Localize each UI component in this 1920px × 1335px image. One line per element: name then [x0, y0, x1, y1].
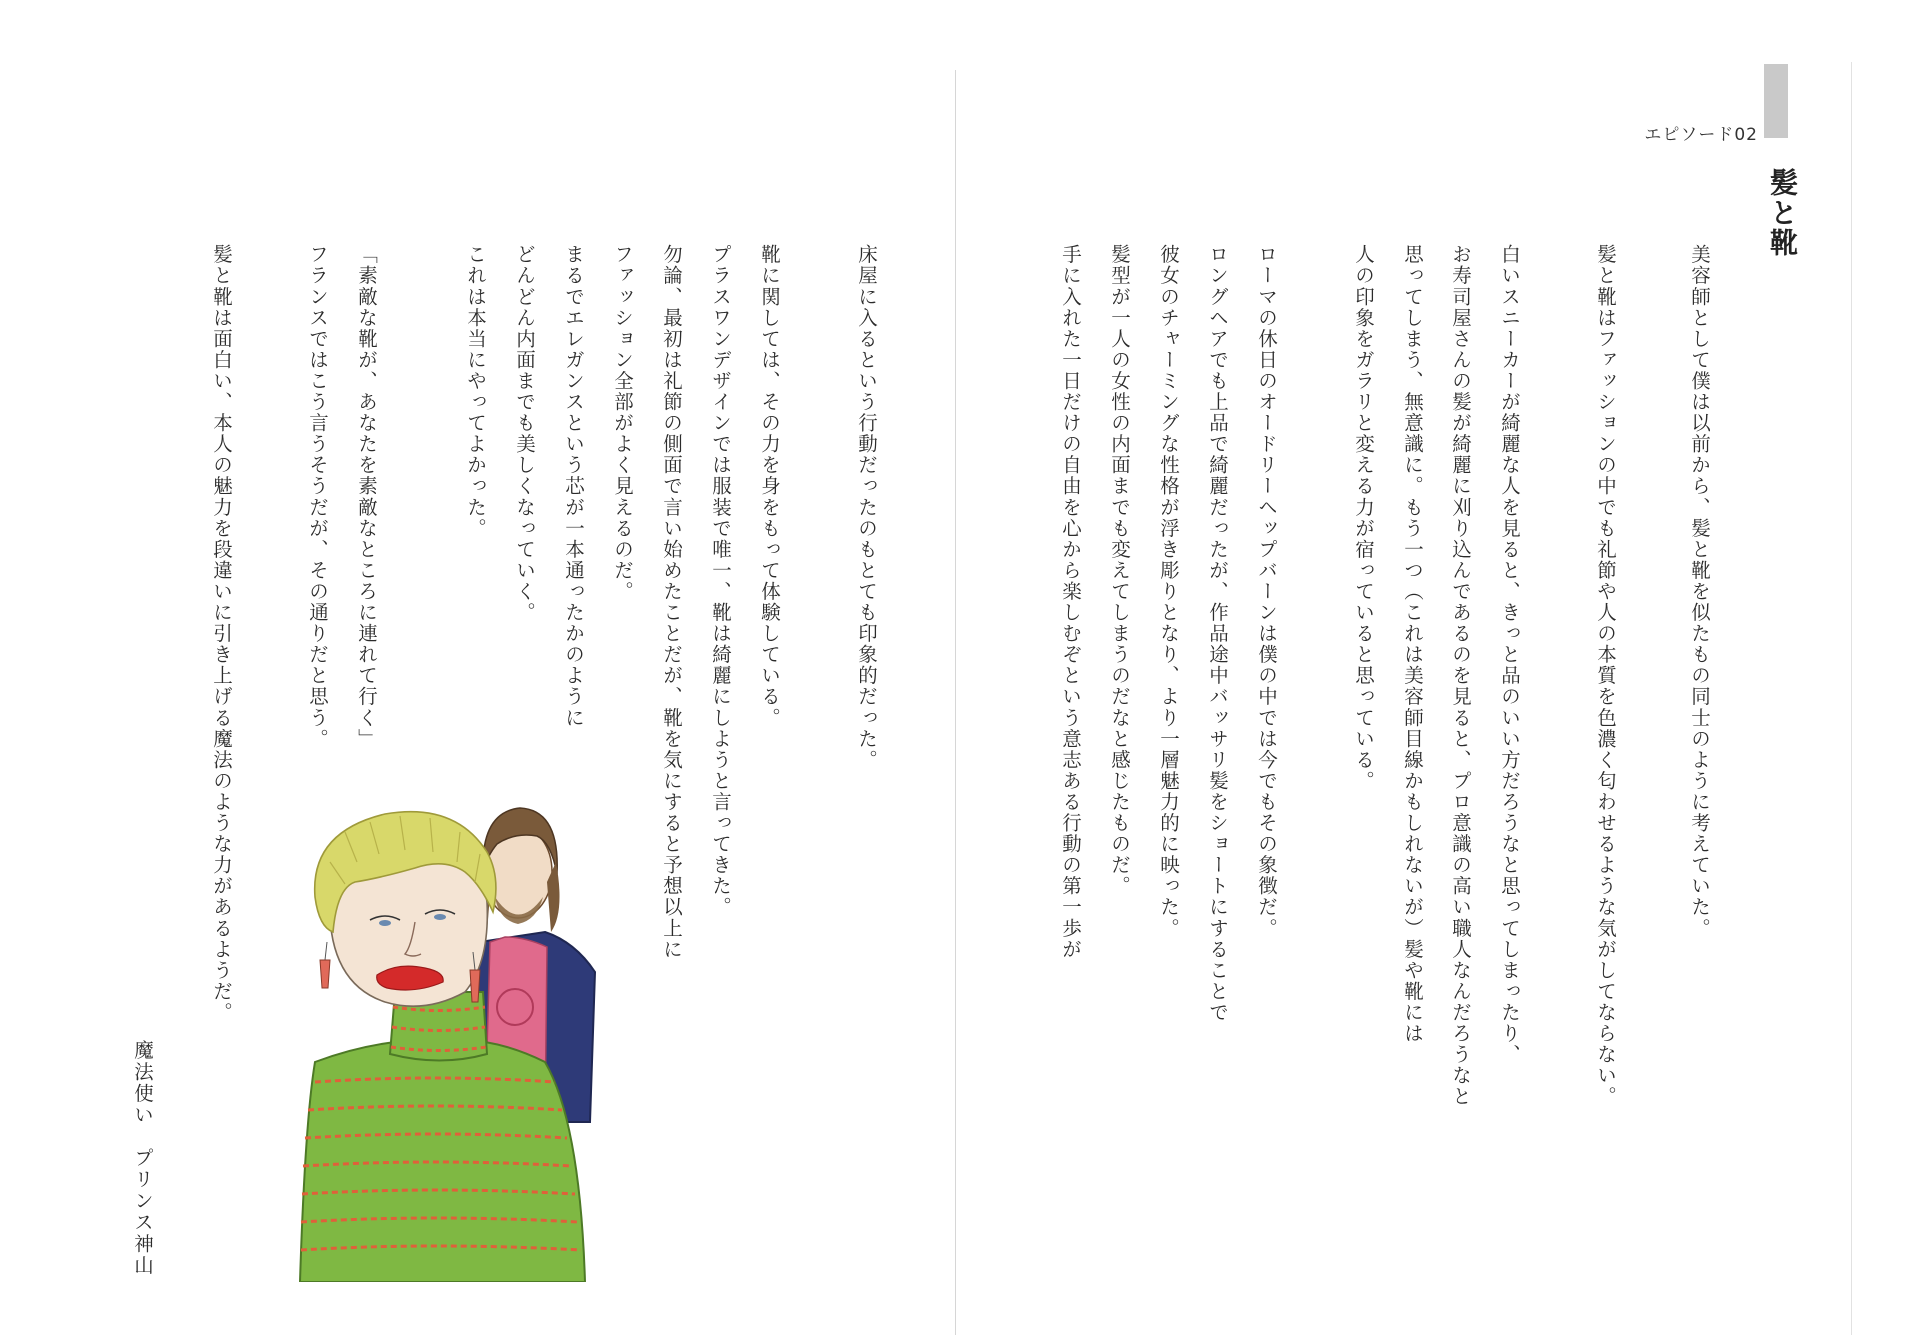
text-column: お寿司屋さんの髪が綺麗に刈り込んであるのを見ると、プロ意識の高い職人なんだろうなと — [1449, 244, 1472, 1108]
text-column: 床屋に入るという行動だったのもとても印象的だった。 — [855, 244, 878, 771]
text-column: 勿論、最初は礼節の側面で言い始めたことだが、靴を気にすると予想以上に — [660, 244, 683, 960]
text-column: プラスワンデザインでは服装で唯一、靴は綺麗にしようと言ってきた。 — [709, 244, 732, 918]
text-column: 靴に関しては、その力を身をもって体験している。 — [758, 244, 781, 729]
text-column: これは本当にやってよかった。 — [464, 244, 487, 539]
text-column: 人の印象をガラリと変える力が宿っていると思っている。 — [1352, 244, 1375, 792]
page-divider — [955, 70, 956, 1335]
chapter-tab — [1764, 64, 1788, 138]
text-column: 彼女のチャーミングな性格が浮き彫りとなり、より一層魅力的に映った。 — [1157, 244, 1180, 939]
text-column: まるでエレガンスという芯が一本通ったかのように — [562, 244, 585, 729]
page-edge — [1851, 62, 1852, 1335]
text-column: フランスではこう言うそうだが、その通りだと思う。 — [306, 244, 329, 750]
text-column: ローマの休日のオードリーヘップバーンは僕の中では今でもその象徴だ。 — [1255, 244, 1278, 939]
chapter-title: 髪と靴 — [1766, 168, 1799, 258]
text-column: ファッション全部がよく見えるのだ。 — [611, 244, 634, 602]
text-column: 思ってしまう、無意識に。もう一つ（これは美容師目線かもしれないが）髪や靴には — [1401, 244, 1424, 1044]
text-column: ロングヘアでも上品で綺麗だったが、作品途中バッサリ髪をショートにすることで — [1206, 244, 1229, 1023]
text-column: 髪と靴はファッションの中でも礼節や人の本質を色濃く匂わせるような気がしてならない。 — [1594, 244, 1617, 1108]
text-column: どんどん内面までも美しくなっていく。 — [513, 244, 536, 623]
text-column: 髪型が一人の女性の内面までも変えてしまうのだなと感じたものだ。 — [1108, 244, 1131, 897]
text-column: 白いスニーカーが綺麗な人を見ると、きっと品のいい方だろうなと思ってしまったり、 — [1498, 244, 1521, 1065]
text-column: 「素敵な靴が、あなたを素敵なところに連れて行く」 — [355, 244, 378, 750]
woman-and-man-illustration-icon — [275, 792, 615, 1282]
episode-label: エピソード02 — [1644, 125, 1758, 145]
author-signature: 魔法使い プリンス神山 — [131, 1040, 154, 1277]
text-column: 髪と靴は面白い、本人の魅力を段違いに引き上げる魔法のような力があるようだ。 — [210, 244, 233, 1023]
text-column: 美容師として僕は以前から、髪と靴を似たもの同士のように考えていた。 — [1688, 244, 1711, 939]
text-column: 手に入れた一日だけの自由を心から楽しむぞという意志ある行動の第一歩が — [1059, 244, 1082, 960]
